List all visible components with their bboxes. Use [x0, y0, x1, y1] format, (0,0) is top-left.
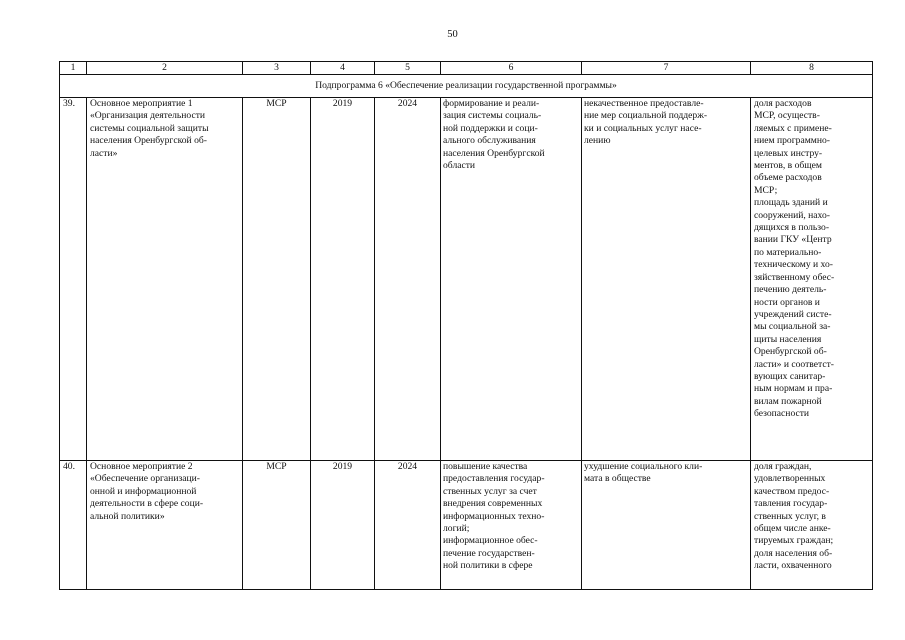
expected-result: формирование и реали- зация системы социаль- ной поддержки и соци- ального обслуживания населения Оренбургской области	[441, 98, 582, 461]
measure-name: Основное мероприятие 1 «Организация деятельности системы социальной защиты населения Оренбургской об- ласти»	[87, 98, 243, 461]
column-number: 4	[311, 62, 375, 75]
page-number: 50	[447, 29, 458, 40]
row-number: 39.	[60, 98, 87, 461]
column-number-row	[60, 62, 873, 75]
column-number: 3	[243, 62, 311, 75]
non-implementation-consequence: некачественное предоставле- ние мер социальной поддерж- ки и социальных услуг насе- лению	[582, 98, 751, 461]
end-year: 2024	[375, 461, 441, 590]
column-number: 2	[87, 62, 243, 75]
table-row	[60, 461, 873, 590]
row-number: 40.	[60, 461, 87, 590]
related-indicator: доля граждан, удовлетворенных качеством предос- тавления государ- ственных услуг, в общем числе анке- тируемых граждан; доля населения об- ласти, охваченного	[751, 461, 873, 590]
measure-name: Основное мероприятие 2 «Обеспечение организаци- онной и информационной деятельности в сфере соци- альной политики»	[87, 461, 243, 590]
measures-table	[59, 61, 873, 590]
subprogram-title: Подпрограмма 6 «Обеспечение реализации государственной программы»	[60, 75, 873, 98]
column-number: 6	[441, 62, 582, 75]
column-number: 8	[751, 62, 873, 75]
non-implementation-consequence: ухудшение социального кли- мата в обществе	[582, 461, 751, 590]
start-year: 2019	[311, 461, 375, 590]
column-number: 7	[582, 62, 751, 75]
column-number: 5	[375, 62, 441, 75]
executor: МСР	[243, 98, 311, 461]
end-year: 2024	[375, 98, 441, 461]
related-indicator: доля расходов МСР, осуществ- ляемых с примене- нием программно- целевых инстру- ментов, в общем объеме расходов МСР; площадь зданий и сооружений, нахо- дящихся в пользо- вании ГКУ «Центр по материально- техническому и хо- зяйственному обес- печению деятель- ности органов и учреждений систе- мы социальной за- щиты населения Оренбургской об- ласти» и соответст- вующих санитар- ным нормам и пра- вилам пожарной безопасности	[751, 98, 873, 461]
column-number: 1	[60, 62, 87, 75]
start-year: 2019	[311, 98, 375, 461]
executor: МСР	[243, 461, 311, 590]
subprogram-header-row	[60, 75, 873, 98]
expected-result: повышение качества предоставления государ- ственных услуг за счет внедрения современных информационных техно- логий; информационное обес- печение государствен- ной политики в сфере	[441, 461, 582, 590]
table-row	[60, 98, 873, 461]
